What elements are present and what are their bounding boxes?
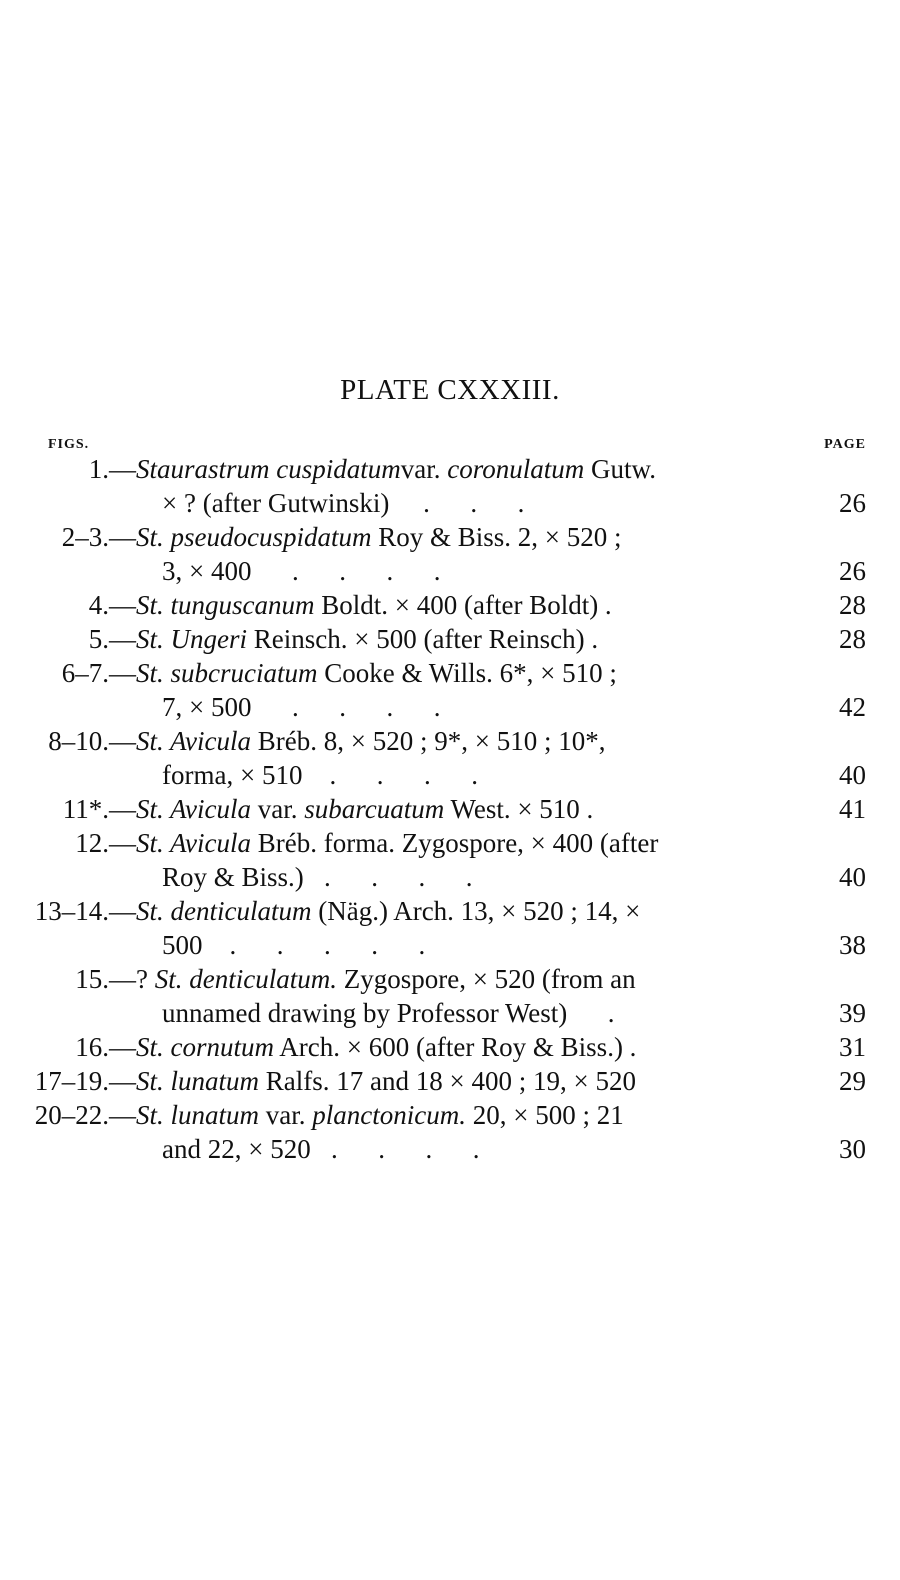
figure-entry-continuation [0, 554, 900, 588]
description-text: Bréb. 8, × 520 ; 9*, × 510 ; 10*, [251, 726, 606, 756]
description-text: Arch. × 600 (after Roy & Biss.) . [274, 1032, 637, 1062]
figure-number: 4.— [88, 590, 136, 620]
figure-description-continued: 7, × 500 . . . . [162, 692, 441, 722]
page-number: 30 [839, 1134, 866, 1164]
taxon-name: St. lunatum [136, 1100, 260, 1130]
page-number: 26 [839, 556, 866, 586]
figure-description [136, 1030, 636, 1064]
taxon-name: St. subcruciatum [136, 658, 318, 688]
figure-description [136, 826, 658, 860]
taxon-name: coronulatum [447, 454, 585, 484]
page-number: 29 [839, 1066, 866, 1096]
figure-description-continued: Roy & Biss.) . . . . [162, 862, 473, 892]
description-text: var. [400, 454, 448, 484]
page-number: 42 [839, 692, 866, 722]
description-text: Reinsch. × 500 (after Reinsch) . [247, 624, 599, 654]
taxon-name: St. tunguscanum [136, 590, 315, 620]
taxon-name: St. pseudocuspidatum [136, 522, 372, 552]
figure-description-continued: and 22, × 520 . . . . [162, 1134, 480, 1164]
figure-description [136, 452, 656, 486]
figure-description [136, 894, 640, 928]
page-number: 39 [839, 998, 866, 1028]
figure-entry [0, 826, 900, 860]
figure-entry [0, 894, 900, 928]
description-text: var. [259, 1100, 313, 1130]
figure-entry [0, 1098, 900, 1132]
figure-description [136, 1098, 624, 1132]
figure-entry [0, 1064, 900, 1098]
figure-number: 20–22.— [34, 1100, 136, 1130]
taxon-name: St. Avicula [136, 794, 251, 824]
page-number: 28 [839, 624, 866, 654]
figure-description-continued: forma, × 510 . . . . [162, 760, 478, 790]
figure-number: 11*.— [62, 794, 136, 824]
description-text: Roy & Biss. 2, × 520 ; [371, 522, 622, 552]
figure-number: 12.— [75, 828, 136, 858]
description-text: 20, × 500 ; 21 [466, 1100, 624, 1130]
page-number: 28 [839, 590, 866, 620]
figure-number: 13–14.— [34, 896, 136, 926]
figure-number: 15.— [75, 964, 136, 994]
figure-description-continued: × ? (after Gutwinski) . . . [162, 488, 525, 518]
description-text: (Näg.) Arch. 13, × 520 ; 14, × [311, 896, 641, 926]
figure-description [136, 656, 617, 690]
figure-description [136, 622, 598, 656]
figure-description-continued: 3, × 400 . . . . [162, 556, 441, 586]
description-text: Zygospore, × 520 (from an [336, 964, 636, 994]
page-number: 41 [839, 794, 866, 824]
taxon-name: St. Avicula [136, 726, 251, 756]
figure-number: 8–10.— [48, 726, 136, 756]
figure-entry-continuation [0, 690, 900, 724]
taxon-name: St. Ungeri [136, 624, 247, 654]
taxon-name: St. lunatum [136, 1066, 260, 1096]
description-text: West. × 510 . [444, 794, 594, 824]
description-text: Boldt. × 400 (after Boldt) . [314, 590, 612, 620]
taxon-name: St. denticulatum [136, 896, 312, 926]
plate-title: PLATE CXXXIII. [340, 374, 560, 406]
figure-entry [0, 1030, 900, 1064]
taxon-name: St. Avicula [136, 828, 251, 858]
figure-entry-continuation [0, 758, 900, 792]
figure-number: 17–19.— [34, 1066, 136, 1096]
description-text: var. [251, 794, 305, 824]
figure-entry [0, 452, 900, 486]
description-text: Bréb. forma. Zygospore, × 400 (after [251, 828, 659, 858]
figure-entry [0, 520, 900, 554]
page-number: 40 [839, 760, 866, 790]
taxon-name: planctonicum. [312, 1100, 466, 1130]
taxon-name: St. cornutum [136, 1032, 274, 1062]
figure-entry [0, 962, 900, 996]
figure-entry-continuation [0, 486, 900, 520]
taxon-name: Staurastrum cuspidatum [136, 454, 401, 484]
figure-number: 2–3.— [61, 522, 136, 552]
page-number: 38 [839, 930, 866, 960]
figure-number: 1.— [88, 454, 136, 484]
figure-entry [0, 622, 900, 656]
figure-entry-continuation [0, 928, 900, 962]
page-number: 40 [839, 862, 866, 892]
description-text: Cooke & Wills. 6*, × 510 ; [317, 658, 617, 688]
figure-description [136, 520, 622, 554]
figure-entry-continuation [0, 1132, 900, 1166]
figure-number: 5.— [88, 624, 136, 654]
figure-description [136, 724, 605, 758]
taxon-name: St. denticulatum. [154, 964, 337, 994]
figure-entry [0, 724, 900, 758]
figure-entry [0, 656, 900, 690]
page-column-header: PAGE [824, 437, 866, 452]
figure-list [0, 452, 900, 1166]
figure-entry-continuation [0, 996, 900, 1030]
page-number: 26 [839, 488, 866, 518]
figure-entry [0, 792, 900, 826]
description-text: ? [136, 964, 155, 994]
page-number: 31 [839, 1032, 866, 1062]
figure-description-continued: unnamed drawing by Professor West) . [162, 998, 615, 1028]
figure-entry-continuation [0, 860, 900, 894]
description-text: Ralfs. 17 and 18 × 400 ; 19, × 520 [259, 1066, 636, 1096]
figure-description [136, 792, 593, 826]
figs-column-header: FIGS. [48, 437, 90, 452]
figure-number: 6–7.— [61, 658, 136, 688]
figure-description [136, 588, 612, 622]
figure-number: 16.— [75, 1032, 136, 1062]
figure-entry [0, 588, 900, 622]
figure-description [136, 1064, 636, 1098]
figure-description-continued: 500 . . . . . [162, 930, 426, 960]
taxon-name: subarcuatum [304, 794, 445, 824]
description-text: Gutw. [584, 454, 657, 484]
figure-description [136, 962, 636, 996]
